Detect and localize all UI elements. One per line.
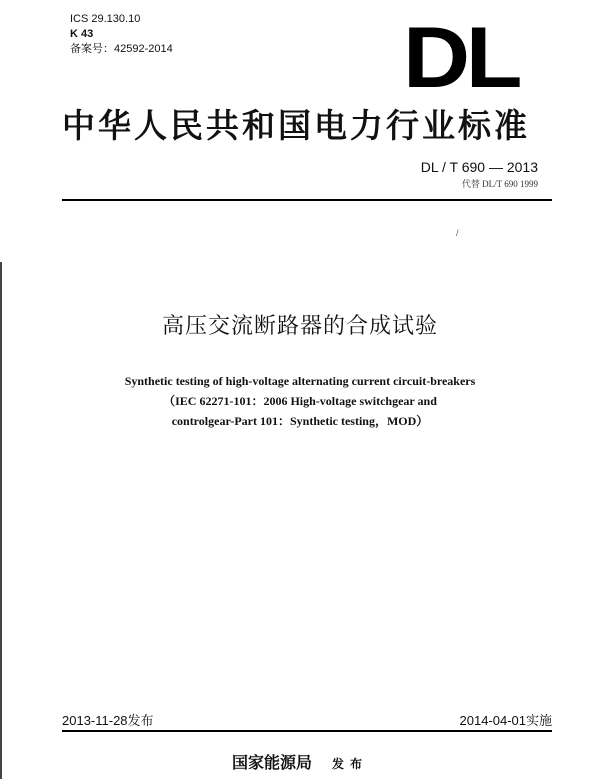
publisher-name: 国家能源局 xyxy=(231,753,312,772)
english-title-line-2: （IEC 62271-101：2006 High-voltage switchgear and xyxy=(163,394,437,408)
header-divider xyxy=(62,199,552,201)
publish-date: 2013-11-28发布 xyxy=(62,713,154,728)
effective-date: 2014-04-01实施 xyxy=(459,713,552,728)
filing-number: 备案号：42592-2014 xyxy=(70,43,173,55)
english-title-line-3: controlgear-Part 101：Synthetic testing，MOD） xyxy=(171,414,429,428)
standard-category-heading: 中华人民共和国电力行业标准 xyxy=(62,106,530,145)
dl-logo: DL xyxy=(403,10,519,106)
ics-code: ICS 29.130.10 xyxy=(70,13,141,25)
replaces-standard: 代替 DL/T 690 1999 xyxy=(461,179,538,189)
publisher-action: 发布 xyxy=(332,757,369,771)
document-title-english xyxy=(60,371,540,431)
classification-code: K 43 xyxy=(70,28,94,40)
stray-mark: / xyxy=(456,228,459,238)
english-title-line-1: Synthetic testing of high-voltage alternating current circuit-breakers xyxy=(124,374,476,388)
document-title-chinese: 高压交流断路器的合成试验 xyxy=(161,314,438,339)
footer-divider xyxy=(62,730,552,732)
publisher-line xyxy=(0,752,600,775)
standard-number: DL / T 690 — 2013 xyxy=(420,159,538,175)
